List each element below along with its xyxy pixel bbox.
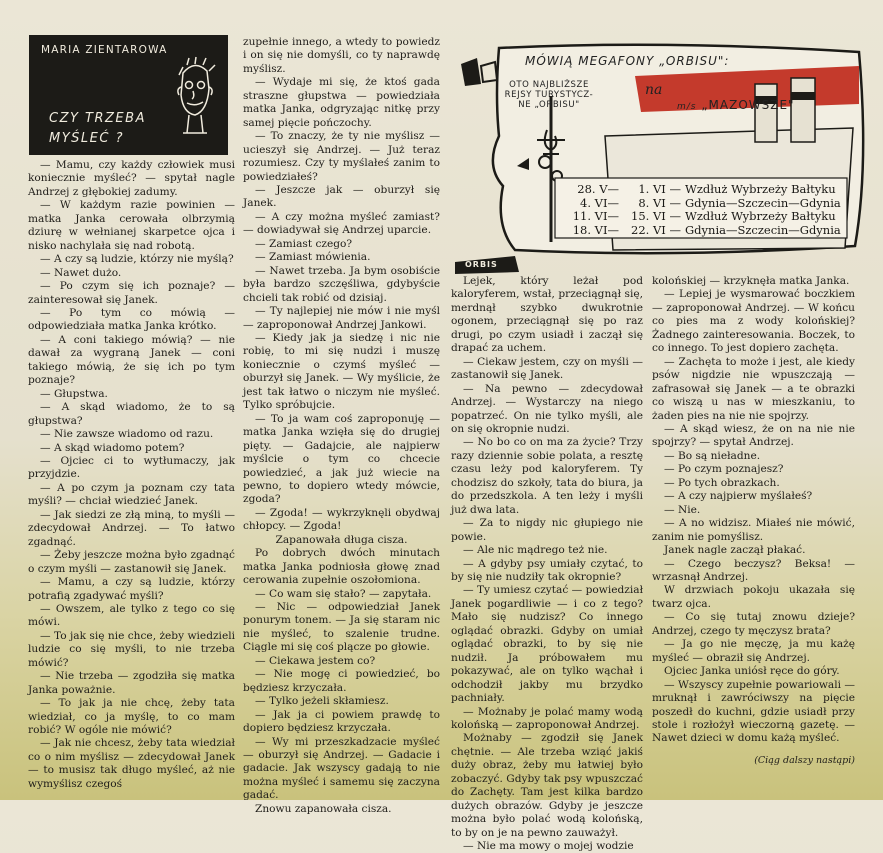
paragraph: W drzwiach pokoju ukazała się twarz ojca. xyxy=(652,584,855,610)
paragraph: — Ty umiesz czytać — powiedział Janek pogardliwie — i co z tego? Mało się nudzisz? Co innego oglądać obrazki. Gdyby on umiał oglądać obrazki, to by się nie nudził. Ja próbowałem mu pokazywać, ale on tylko wąchał i odchodził jakby mu brzydko pachniały. xyxy=(451,584,644,705)
paragraph: — Ojciec ci to wytłumaczy, jak przyjdzie. xyxy=(28,454,235,481)
paragraph: — To znaczy, że ty nie myślisz — ucieszył się Andrzej. — Już teraz rozumiesz. Czy ty myślałeś zanim to powiedziałeś? xyxy=(243,130,440,183)
paragraph: — Co się tutaj znowu dzieje? Andrzej, czego ty męczysz brata? xyxy=(652,611,855,637)
paragraph: — To jak się nie chce, żeby wiedzieli ludzie co się myśli, to nie trzeba mówić? xyxy=(28,629,235,669)
paragraph: — Nie. xyxy=(664,503,701,516)
paragraph: — Ciekawa jestem co? xyxy=(255,654,376,667)
paragraph: — Tylko jeżeli skłamiesz. xyxy=(255,695,389,708)
paragraph: — Głupstwa. xyxy=(40,387,108,400)
ad-heading: MÓWIĄ MEGAFONY „ORBISU": xyxy=(525,54,730,68)
paragraph: — A skąd wiadomo, że to są głupstwa? xyxy=(28,401,235,427)
paragraph: — A czy są ludzie, którzy nie myślą? xyxy=(40,253,234,266)
paragraph: — Ale nic mądrego też nie. xyxy=(463,544,608,557)
paragraph: — Czego beczysz? Beksa! — wrzasnął Andrzej. xyxy=(652,557,855,583)
paragraph: — Kiedy jak ja siedzę i nic nie robię, to mi się nudzi i muszę koniecznie o czymś myśleć — oburzył się Janek. — Wy myślicie, że jest tak łatwo o niczym nie myśleć. Tylko spróbujcie. xyxy=(243,331,440,412)
paragraph: — Mamu, a czy są ludzie, którzy potrafią zgadywać myśli? xyxy=(28,576,235,602)
article-title-line1: CZY TRZEBA xyxy=(49,111,146,126)
paragraph: — A gdyby psy umiały czytać, to by się nie nudziły tak okropnie? xyxy=(451,557,643,583)
paragraph: kolońskiej — krzyknęła matka Janka. xyxy=(652,275,850,287)
paragraph: — Jak ja ci powiem prawdę to dopiero będziesz krzyczała. xyxy=(243,708,440,735)
paragraph: — Mamu, czy każdy człowiek musi koniecznie myśleć? — spytał nagle Andrzej z głębokiej zadumy. xyxy=(28,159,235,198)
paragraph: — Zachęta to może i jest, ale kiedy psów nigdzie nie wpuszczają — zafrasował się Janek — a te obrazki co wiszą u nas w mieszkaniu, to żaden pies na nie nie spojrzy. xyxy=(652,355,855,422)
paragraph: — Ja go nie męczę, ja mu każę myśleć — obraził się Andrzej. xyxy=(652,638,855,664)
paragraph: — Nie zawsze wiadomo od razu. xyxy=(40,428,214,441)
orbis-advertisement xyxy=(455,36,870,274)
paragraph: — A po czym ja poznam czy tata myśli? — chciał wiedzieć Janek. xyxy=(28,481,235,508)
cruise-schedule xyxy=(559,183,841,237)
paragraph: — Po czym się ich poznaje? — zainteresował się Janek. xyxy=(28,280,235,306)
paragraph: — Co wam się stało? — zapytała. xyxy=(255,587,432,600)
paragraph: — Nie mogę ci powiedzieć, bo będziesz krzyczała. xyxy=(243,668,440,694)
paragraph: — W każdym razie powinien — matka Janka cerowała olbrzymią dziurę w wełnianej skarpetce ojca i nisko nachylała się nad robotą. xyxy=(28,199,235,252)
schedule-row: 11. VI— 15. VI — Wzdłuż Wybrzeży Bałtyku xyxy=(572,209,836,224)
paragraph: — Jak nie chcesz, żeby tata wiedział co o nim myślisz — zdecydował Janek — to musisz tak długo myśleć, aż nie wymyślisz czegoś xyxy=(28,737,235,790)
paragraph: — Ciekaw jestem, czy on myśli — zastanowił się Janek. xyxy=(451,355,643,382)
paragraph: — Po tym co mówią — odpowiedziała matka Janka krótko. xyxy=(28,306,235,333)
paragraph: Janek nagle zaczął płakać. xyxy=(664,544,806,557)
continued-note: (Ciąg dalszy nastąpi) xyxy=(754,754,855,766)
paragraph: — Po tych obrazkach. xyxy=(664,476,780,489)
ad-na-text: na xyxy=(645,82,663,98)
paragraph: Zapanowała długa cisza. xyxy=(275,533,408,546)
article-column-4 xyxy=(652,275,855,767)
paragraph: — Wydaje mi się, że ktoś gada straszne głupstwa — powiedziała matka Janka, odgryzając nitkę przy samej pięcie pończochy. xyxy=(243,76,440,129)
paragraph: — Na pewno — zdecydował Andrzej. — Wystarczy na niego popatrzeć. On nie tylko myśli, ale on się okropnie nudzi. xyxy=(451,382,643,435)
paragraph: — Nawet dużo. xyxy=(40,266,122,279)
paragraph: — Nie ma mowy o mojej wodzie xyxy=(463,840,634,853)
article-column-3 xyxy=(451,275,643,853)
paragraph: — Jak siedzi ze złą miną, to myśli — zdecydował Andrzej. — To łatwo zgadnąć. xyxy=(28,508,235,548)
paragraph: — Jeszcze jak — oburzył się Janek. xyxy=(243,183,440,210)
schedule-row: 4. VI— 8. VI — Gdynia—Szczecin—Gdynia xyxy=(580,195,841,210)
paragraph: — Ty najlepiej nie mów i nie myśl — zaproponował Andrzej Jankowi. xyxy=(243,305,440,331)
ad-intro-text: OTO NAJBLIŻSZE REJSY TURYSTYCZ- NE „ORBISU" xyxy=(504,80,594,110)
orbis-logo: ORBIS xyxy=(465,260,498,269)
author-name: MARIA ZIENTAROWA xyxy=(41,44,168,56)
paragraph: — Nawet trzeba. Ja bym osobiście była bardzo szczęśliwa, gdybyście chcieli tak robić od dzisiaj. xyxy=(243,264,440,304)
ship-name: m/s „MAZOWSZE" xyxy=(677,98,795,112)
schedule-row: 18. VI— 22. VI — Gdynia—Szczecin—Gdynia xyxy=(572,222,841,237)
article-column-1 xyxy=(28,159,235,791)
paragraph: zupełnie innego, a wtedy to powiedz i on się nie domyśli, co ty naprawdę myślisz. xyxy=(243,36,440,75)
paragraph: Ojciec Janka uniósł ręce do góry. xyxy=(664,665,840,678)
paragraph: — A skąd wiesz, że on na nie nie spojrzy? — spytał Andrzej. xyxy=(652,422,855,449)
paragraph: — Owszem, ale tylko z tego co się mówi. xyxy=(28,602,235,629)
paragraph: — Nic — odpowiedział Janek ponurym tonem. — Ja się staram nic nie myśleć, to szalenie trudne. Ciągle mi się coś plącze po głowie. xyxy=(243,601,440,654)
paragraph: — A coni takiego mówią? — nie dawał za wygraną Janek — coni takiego mówią, że się ich po tym poznaje? xyxy=(28,333,235,387)
paragraph: — Możnaby je polać mamy wodą kolońską — zaproponował Andrzej. xyxy=(451,705,643,731)
paragraph: — Wszyscy zupełnie powariowali — mruknął i zawróciwszy na pięcie poszedł do kuchni, gdzie usiadł przy stole i rozłożył wieczorną gazetę. — Nawet dzieci w domu każą myśleć. xyxy=(652,678,855,745)
paragraph: — To ja wam coś zaproponuję — matka Janka wzięła się do drugiej pięty. — Gadajcie, ale najpierw myślcie o tym co chcecie powiedzieć, a jak już wiecie na pewno, to dopiero wtedy mówcie, zgoda? xyxy=(243,412,440,506)
paragraph: — Nie trzeba — zgodziła się matka Janka poważnie. xyxy=(28,670,235,696)
paragraph: — Po czym poznajesz? xyxy=(664,463,784,476)
schedule-row: 28. V— 1. VI — Wzdłuż Wybrzeży Bałtyku xyxy=(577,182,836,196)
paragraph: Po dobrych dwóch minutach matka Janka podniosła głowę znad cerowania zupełnie oszołomiona. xyxy=(243,547,440,587)
paragraph: — A czy najpierw myślałeś? xyxy=(664,490,813,503)
paragraph: Znowu zapanowała cisza. xyxy=(255,802,392,815)
paragraph: — A skąd wiadomo potem? xyxy=(40,441,185,454)
paragraph: — A no widzisz. Miałeś nie mówić, zanim nie pomyślisz. xyxy=(652,517,855,543)
paragraph: — Za to nigdy nic głupiego nie powie. xyxy=(451,517,643,543)
paragraph: — A czy można myśleć zamiast? — dowiadywał się Andrzej uparcie. xyxy=(243,210,440,237)
article-title-line2: MYŚLEĆ ? xyxy=(49,131,124,146)
paragraph: — No bo co on ma za życie? Trzy razy dziennie sobie polata, a resztę czasu leży pod kaloryferem. Ty chodzisz do szkoły, tata do biura, ja do przedszkola. A ten leży i myśli już dwa lata. xyxy=(451,436,643,516)
paragraph: Lejek, który leżał pod kaloryferem, wstał, przeciągnął się, merdnął szybko dwukrotnie ogonem, przeciągnął się po raz drugi, po czym usiadł i zaczął się drapać za uchem. xyxy=(451,275,643,355)
article-column-2 xyxy=(243,36,440,816)
paragraph: — Wy mi przeszkadzacie myśleć — oburzył się Andrzej. — Gadacie i gadacie. Jak wszyscy gadają to nie można myśleć i samemu się zaczyna gadać. xyxy=(243,735,440,802)
ad-artwork xyxy=(455,36,870,274)
paragraph: — Zamiast czego? xyxy=(255,237,353,250)
paragraph: — Zamiast mówienia. xyxy=(255,251,371,264)
thinking-face-illustration xyxy=(169,55,221,147)
paragraph: — Lepiej je wysmarować boczkiem — zaproponował Andrzej. — W końcu co pies ma z wody kolońskiej? Żadnego zainteresowania. Boczek, to co innego. To jest dopiero zachęta. xyxy=(652,288,855,355)
paragraph: Możnaby — zgodził się Janek chętnie. — Ale trzeba wziąć jakiś duży obraz, żeby mu łatwiej było zobaczyć. Gdyby tak psy wpuszczać do Zachęty. Tam jest kilka bardzo dużych obrazów. Gdyby je jeszcze można było polać wodą kolońską, to by on je na pewno zauważył. xyxy=(451,732,643,839)
paragraph: — To jak ja nie chcę, żeby tata wiedział, co ja myślę, to co mam robić? W ogóle nie mówić? xyxy=(28,697,235,737)
paragraph: — Zgoda! — wykrzyknęli obydwaj chłopcy. — Zgoda! xyxy=(243,506,440,533)
paragraph: — Żeby jeszcze można było zgadnąć o czym myśli — zastanowił się Janek. xyxy=(28,549,235,575)
title-box xyxy=(29,35,228,155)
paragraph: — Bo są nieładne. xyxy=(664,449,761,462)
